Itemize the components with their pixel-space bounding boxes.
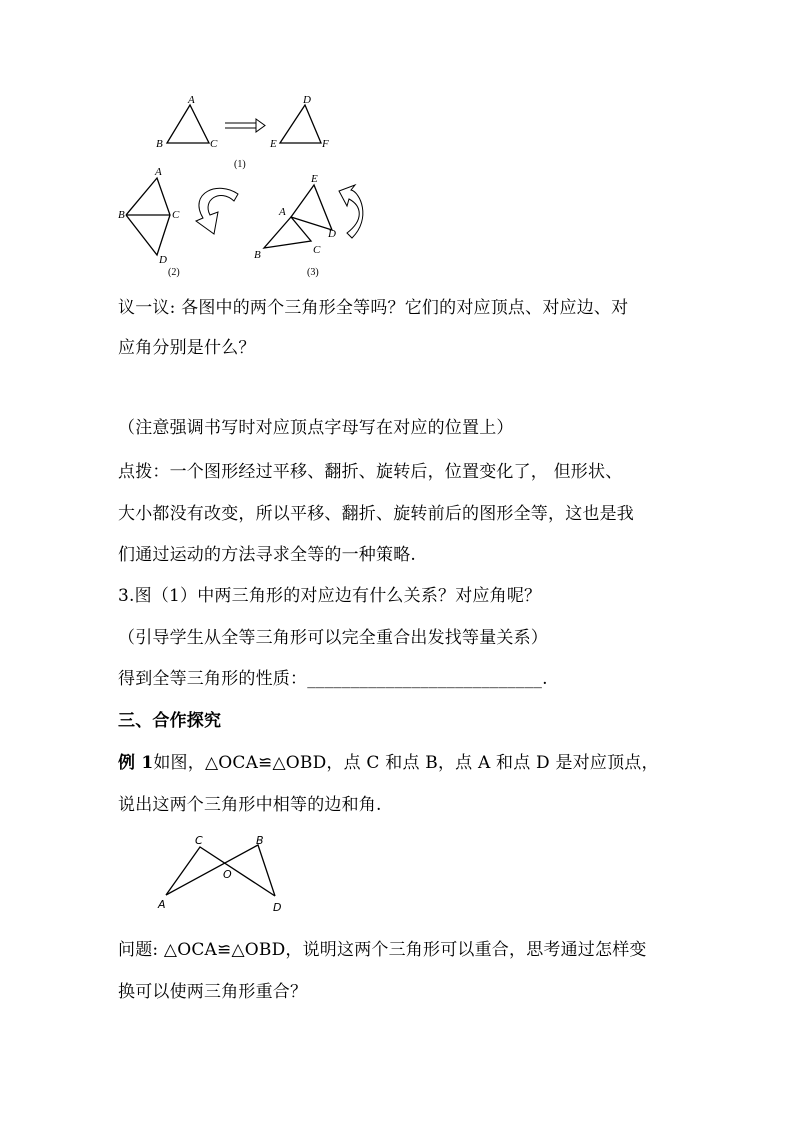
label-B: B xyxy=(256,834,264,847)
label-C: C xyxy=(210,138,218,150)
label-A: A xyxy=(188,94,195,106)
guide-line: （引导学生从全等三角形可以完全重合出发找等量关系） xyxy=(118,628,548,648)
label-D: D xyxy=(328,228,336,240)
figure-part-3 xyxy=(254,173,363,278)
label-A: A xyxy=(158,898,166,911)
label-D: D xyxy=(273,901,282,914)
caption-2: (2) xyxy=(168,267,180,278)
discuss-line-2: 应角分别是什么？ xyxy=(118,338,256,358)
label-E: E xyxy=(311,173,318,185)
congruence-figure xyxy=(110,88,390,283)
label-D: D xyxy=(303,94,311,106)
label-B: B xyxy=(118,209,125,221)
curved-arrow-icon xyxy=(196,188,238,234)
hint-line-1: 点拨：一个图形经过平移、翻折、旋转后，位置变化了， 但形状、 xyxy=(118,462,623,482)
discuss-line-1: 议一议: 各图中的两个三角形全等吗？它们的对应顶点、对应边、对 xyxy=(118,298,629,318)
question-3: 3.图（1）中两三角形的对应边有什么关系？对应角呢？ xyxy=(118,586,542,606)
example-line-2: 说出这两个三角形中相等的边和角. xyxy=(118,795,382,815)
example-figure xyxy=(150,828,300,918)
triangle-def xyxy=(280,105,321,143)
label-B: B xyxy=(156,138,163,150)
label-C: C xyxy=(172,209,180,221)
example-line-1 xyxy=(118,751,698,775)
label-O: O xyxy=(223,868,232,881)
label-C: C xyxy=(313,244,321,256)
caption-1: (1) xyxy=(234,159,246,170)
label-E: E xyxy=(270,138,277,150)
question-line-2: 换可以使两三角形重合？ xyxy=(118,982,308,1002)
question-line-1: 问题: △OCA≌△OBD，说明这两个三角形可以重合，思考通过怎样变 xyxy=(118,940,647,960)
example-text: 如图，△OCA≌△OBD，点 C 和点 B，点 A 和点 D 是对应顶点， xyxy=(153,753,659,773)
figure-part-1 xyxy=(156,94,329,170)
label-F: F xyxy=(322,138,329,150)
section-heading: 三、合作探究 xyxy=(118,711,222,731)
label-B: B xyxy=(254,249,261,261)
caption-3: (3) xyxy=(307,267,319,278)
label-A: A xyxy=(155,166,162,178)
hint-line-2: 大小都没有改变，所以平移、翻折、旋转前后的图形全等，这也是我 xyxy=(118,504,634,524)
label-C: C xyxy=(195,834,203,847)
label-A: A xyxy=(279,206,286,218)
curved-arrow-icon xyxy=(339,185,363,238)
note-line: （注意强调书写时对应顶点字母写在对应的位置上） xyxy=(118,418,514,438)
label-D: D xyxy=(159,254,167,266)
triangle-abc xyxy=(167,105,209,143)
figure-part-2 xyxy=(118,166,238,278)
property-line: 得到全等三角形的性质：___________________________. xyxy=(118,669,548,689)
example-label: 例 1 xyxy=(118,753,154,773)
right-arrow-icon xyxy=(225,119,265,132)
hint-line-3: 们通过运动的方法寻求全等的一种策略. xyxy=(118,545,417,565)
